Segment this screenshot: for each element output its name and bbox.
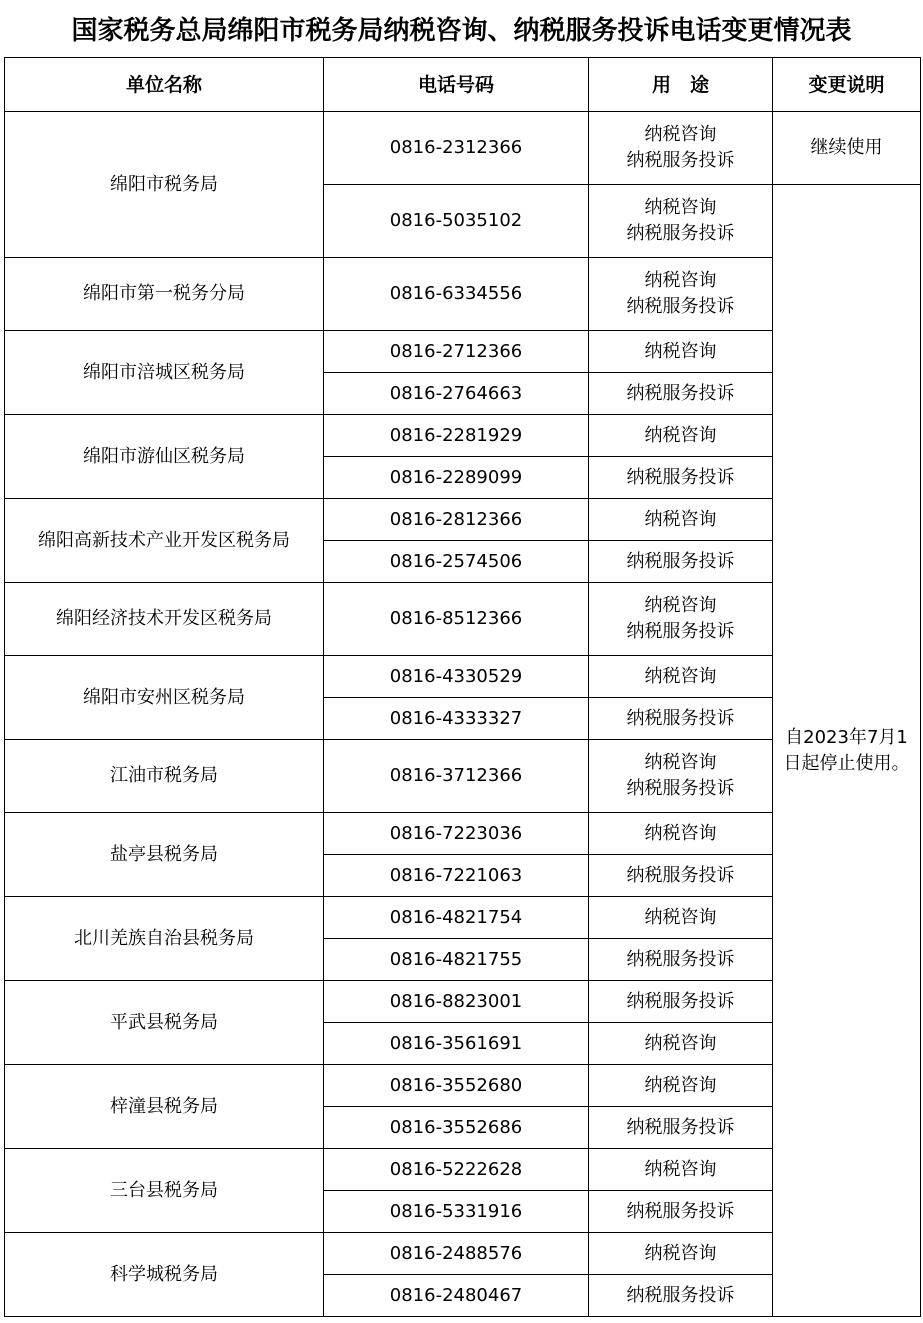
purpose-cell: 纳税服务投诉 <box>589 939 773 981</box>
phone-cell: 0816-2312366 <box>324 112 589 185</box>
phone-cell: 0816-4821754 <box>324 897 589 939</box>
unit-cell: 绵阳市第一税务分局 <box>5 258 324 331</box>
purpose-cell: 纳税服务投诉 <box>589 373 773 415</box>
unit-cell: 绵阳经济技术开发区税务局 <box>5 583 324 656</box>
unit-cell: 绵阳市税务局 <box>5 112 324 258</box>
phone-change-table <box>4 57 921 1317</box>
phone-cell: 0816-3552686 <box>324 1107 589 1149</box>
unit-cell: 江油市税务局 <box>5 740 324 813</box>
phone-cell: 0816-2574506 <box>324 541 589 583</box>
phone-cell: 0816-2480467 <box>324 1275 589 1317</box>
purpose-cell: 纳税服务投诉 <box>589 855 773 897</box>
purpose-cell: 纳税咨询 <box>589 1149 773 1191</box>
phone-cell: 0816-2488576 <box>324 1233 589 1275</box>
purpose-cell: 纳税服务投诉 <box>589 457 773 499</box>
phone-cell: 0816-5222628 <box>324 1149 589 1191</box>
purpose-cell: 纳税咨询 <box>589 331 773 373</box>
unit-cell: 梓潼县税务局 <box>5 1065 324 1149</box>
unit-cell: 科学城税务局 <box>5 1233 324 1317</box>
purpose-cell: 纳税咨询 <box>589 499 773 541</box>
unit-cell: 三台县税务局 <box>5 1149 324 1233</box>
phone-cell: 0816-2764663 <box>324 373 589 415</box>
purpose-cell: 纳税咨询 <box>589 1233 773 1275</box>
unit-cell: 盐亭县税务局 <box>5 813 324 897</box>
phone-cell: 0816-5331916 <box>324 1191 589 1233</box>
header-note: 变更说明 <box>773 58 921 112</box>
purpose-cell: 纳税服务投诉 <box>589 698 773 740</box>
purpose-cell: 纳税咨询 纳税服务投诉 <box>589 258 773 331</box>
phone-cell: 0816-8823001 <box>324 981 589 1023</box>
purpose-cell: 纳税咨询 纳税服务投诉 <box>589 583 773 656</box>
header-phone: 电话号码 <box>324 58 589 112</box>
purpose-cell: 纳税服务投诉 <box>589 1107 773 1149</box>
unit-cell: 绵阳高新技术产业开发区税务局 <box>5 499 324 583</box>
purpose-cell: 纳税服务投诉 <box>589 1275 773 1317</box>
phone-cell: 0816-3712366 <box>324 740 589 813</box>
purpose-cell: 纳税服务投诉 <box>589 1191 773 1233</box>
table-row <box>5 112 921 185</box>
purpose-cell: 纳税咨询 <box>589 813 773 855</box>
phone-cell: 0816-7223036 <box>324 813 589 855</box>
phone-cell: 0816-3561691 <box>324 1023 589 1065</box>
unit-cell: 绵阳市游仙区税务局 <box>5 415 324 499</box>
header-purpose: 用 途 <box>589 58 773 112</box>
phone-cell: 0816-8512366 <box>324 583 589 656</box>
unit-cell: 北川羌族自治县税务局 <box>5 897 324 981</box>
purpose-cell: 纳税咨询 <box>589 897 773 939</box>
phone-cell: 0816-3552680 <box>324 1065 589 1107</box>
unit-cell: 绵阳市安州区税务局 <box>5 656 324 740</box>
purpose-cell: 纳税咨询 纳税服务投诉 <box>589 112 773 185</box>
phone-cell: 0816-2281929 <box>324 415 589 457</box>
unit-cell: 平武县税务局 <box>5 981 324 1065</box>
note-stop-cell: 自2023年7月1 日起停止使用。 <box>773 185 921 1317</box>
table-header-row <box>5 58 921 112</box>
purpose-cell: 纳税咨询 <box>589 656 773 698</box>
page-title: 国家税务总局绵阳市税务局纳税咨询、纳税服务投诉电话变更情况表 <box>71 16 852 46</box>
phone-cell: 0816-4821755 <box>324 939 589 981</box>
purpose-cell: 纳税咨询 <box>589 1065 773 1107</box>
phone-cell: 0816-4330529 <box>324 656 589 698</box>
note-keep-cell: 继续使用 <box>773 112 921 185</box>
phone-cell: 0816-2289099 <box>324 457 589 499</box>
purpose-cell: 纳税服务投诉 <box>589 541 773 583</box>
phone-cell: 0816-2712366 <box>324 331 589 373</box>
phone-cell: 0816-6334556 <box>324 258 589 331</box>
phone-cell: 0816-4333327 <box>324 698 589 740</box>
purpose-cell: 纳税服务投诉 <box>589 981 773 1023</box>
phone-cell: 0816-5035102 <box>324 185 589 258</box>
phone-cell: 0816-2812366 <box>324 499 589 541</box>
purpose-cell: 纳税咨询 纳税服务投诉 <box>589 740 773 813</box>
unit-cell: 绵阳市涪城区税务局 <box>5 331 324 415</box>
purpose-cell: 纳税咨询 <box>589 1023 773 1065</box>
purpose-cell: 纳税咨询 纳税服务投诉 <box>589 185 773 258</box>
purpose-cell: 纳税咨询 <box>589 415 773 457</box>
phone-cell: 0816-7221063 <box>324 855 589 897</box>
header-unit: 单位名称 <box>5 58 324 112</box>
